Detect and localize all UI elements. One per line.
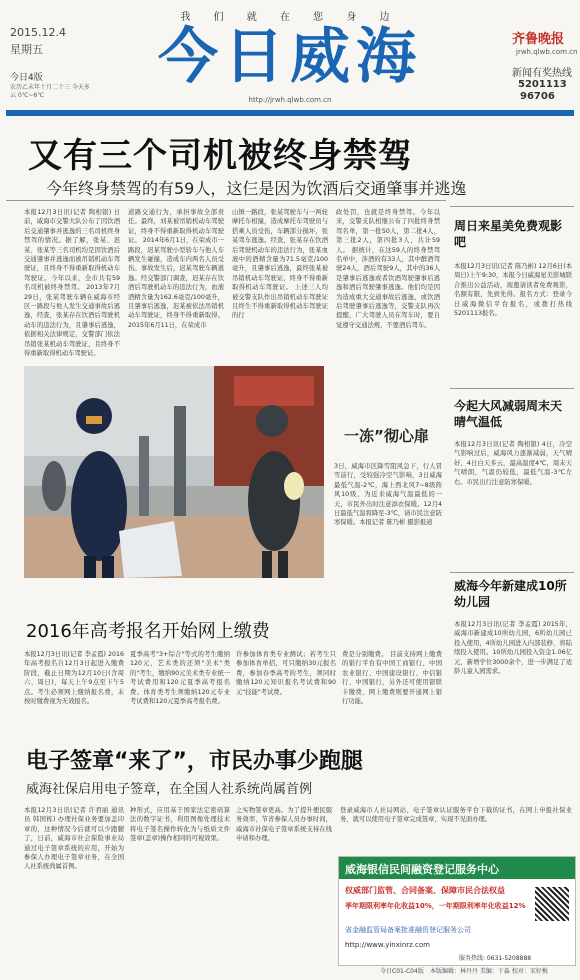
story2-column-4: 费是分别缴费。 目前支持网上缴费的银行平台有中国工商银行、中国农业银行、中国建设银行、中信银行、中国银行，另外还可使用银联卡缴费，网上缴费则要开通网上银行功能。 <box>342 651 442 706</box>
sidebar-rule-2 <box>450 388 574 389</box>
story2-column-1: 本报12月3日讯(记者 李孟霞) 2016年高考报名自12月3日起进入缴费阶段，截止日期为12月10日(含周六、周日)，每天上午9点至下午5点。考生必须网上缴纳报名费，未按时缴费视为无效报名。 <box>24 651 124 706</box>
issue-weekday: 星期五 <box>10 43 43 56</box>
lead-rule <box>6 200 446 201</box>
ad-phone: 服务热线: 0631-5208888 <box>459 955 532 962</box>
hotline-label: 新闻有奖热线 <box>512 68 572 79</box>
brand-logo: 齐鲁晚报 <box>512 32 565 47</box>
footer-edition: 今日C01-C04版 <box>380 968 424 975</box>
story3-column-3: 之实物签章更高。为了提升便民服务效率，节省参保人员办事时间，威海市社保电子签章系统支持在线申请和办理。 <box>236 807 332 843</box>
brand-url: jrwh.qlwb.com.cn <box>516 48 578 56</box>
sidebar-rule-1 <box>450 206 574 207</box>
snow-scene-image <box>24 366 324 578</box>
ad-url[interactable]: http://www.yinxinrz.com <box>345 941 430 949</box>
story3-column-4: 登录威海市人社局网站、电子签章认证服务平台下载的证书，在网上申报社保业务，就可以使用电子签章完成签章，实现不见面办理。 <box>340 807 572 824</box>
story2-column-3: 许参加体育类专业测试；若考生只参加体育单招，可只缴纳30元报名费，参加春季高考的考生，须同时缴纳120元知识报名考试费和90元"技能"考试费。 <box>236 651 336 696</box>
ad-line-1: 权威部门监管、合同备案、保障市民合法权益 <box>345 886 505 895</box>
lead-column-4: 政处罚，也就是终身禁驾。今年以来，交警支队相继公布了四批终身禁驾名单，第一批50人，第二批4人，第三批2人，第四批3人，共计59人。 据统计，在这59人的终身禁驾名单中，涉酒的有33人，其中醉酒驾驶24人，酒后驾驶9人，其中的36人是肇事后逃逸或者饮酒驾驶肇事后逃逸和酒后驾驶肇事逃逸。他们均是因为造成重大交通事故后逃逸，或饮酒后驾驶肇事后逃逸等，交警支队再次提醒，广大驾驶人员在驾车时，要自觉遵守交通法规，不要酒后驾车。 <box>336 209 440 329</box>
photo-story-caption: 3日，威海市区降雪阻风急下，行人冒雪前行，受较强冷空气影响，3日威海最低气温-2℃，海上西北风7~8级阵风10级，为近来威海气温最低的一天，市民外出时注意添衣保暖。12月4日最低气温将降至-3℃，请市民注意防寒保暖。本报记者 陈乃彬 摄影报道 <box>334 463 442 527</box>
lead-column-1: 本报12月3日讯(记者 陶相银) 日前，威海市交警大队公布了因饮酒后交通肇事并逃逸的三名司机终身禁驾的情况。据了解，张某、迟某、张某等三名司机均是因饮酒后交通肇事并逃逸而被吊销机动车驾驶证，且终身不得重新取得机动车驾驶证。今年以来，全市共有59名司机被终身禁驾。 2013年7月29日，张某驾驶车辆在威海市经区一路段与他人发生交通事故后逃逸，经查，张某存在饮酒后驾驶机动车的违法行为，且肇事后逃逸，依据相关法律规定，交警部门依法吊销张某机动车驾驶证，且终身不得重新取得机动车驾驶证。 <box>24 209 120 358</box>
story3-headline: 电子签章“来了”，市民办事少跑腿 <box>26 749 363 774</box>
story3-column-2: 种形式，应用基于国家法定密码算法的数字证书，利用图像处理技术将电子签名操作转化为与纸质文件签章(盖章)操作相同的可视效果。 <box>130 807 230 843</box>
story2-headline: 2016年高考报名开始网上缴费 <box>26 621 270 642</box>
sidebar-item1-title: 周日来星美免费观影吧 <box>454 219 563 249</box>
ad-line-3: 省金融监管局备案批准融资登记服务公司 <box>345 926 471 934</box>
lead-subhead: 今年终身禁驾的有59人，这仨是因为饮酒后交通肇事并逃逸 <box>46 179 467 198</box>
masthead-url: http://jrwh.qlwb.com.cn <box>248 96 332 104</box>
story3-subhead: 威海社保启用电子签章，在全国人社系统尚属首例 <box>26 782 313 797</box>
photo-story-title: 一冻”彻心扉 <box>344 427 429 445</box>
footer-credits: 本版编辑：林丹丹 美编：于淼 校对：宋好梅 <box>430 968 548 975</box>
sidebar-item2-title: 今起大风减弱周末天晴气温低 <box>454 399 563 429</box>
edition-count: 今日4版 <box>10 73 43 83</box>
masthead-rule <box>6 110 574 116</box>
sidebar-item2-body: 本报12月3日讯(记者 陶相银) 4日，冷空气影响过后，威海风力逐渐减弱，天气晴好，4日白天多云，最高温度4℃，周末天气晴朗，气温仍较低，最低气温-3℃左右。市民出行注意防寒保暖。 <box>454 441 572 486</box>
story3-column-1: 本报12月3日讯(记者 许君丽 通讯员 韩国栋) 办理社保业务要加盖印章的，这种情况今后就可以少跑腿了，日前，威海市社会保险事业局通过电子签章系统的应用，开始为参保人办理电子签章业务，在全国人社系统尚属首例。 <box>24 807 124 871</box>
lead-headline: 又有三个司机被终身禁驾 <box>28 136 413 176</box>
sidebar-item3-body: 本报12月3日讯(记者 李孟霞) 2015年，威海市新建成10所幼儿园，6所幼儿园已投入使用，4所幼儿园进入内部装修、将陆续投入使用。10所幼儿园投入资金1.06亿元，新增学位3000余个，进一步满足了适龄儿童入园需求。 <box>454 621 572 676</box>
issue-date: 2015.12.4 <box>10 26 66 39</box>
qr-code-icon <box>535 887 569 921</box>
ad-line-2: 季年期限利率年化收益10%，一年期限利率年化收益12% <box>345 902 526 910</box>
advertisement <box>338 856 576 966</box>
story2-column-2: 夏季高考"3+综合"等式的考生缴纳120元，艺术类的还须"美术"类的"考生，缴纳90元美术类专业统一考试费用和120元夏季高考报名费。体育类考生须缴纳120元专业考试费和120元夏季高考报名费。 <box>130 651 230 706</box>
lead-column-2: 道路交通行为，承担事故全部责任。最终，刘某被吊销机动车驾驶证，终身不得重新取得机动车驾驶证。 2014年6月1日，在荣成市一路段，迟某驾驶小型轿车与他人车辆发生碰撞，造成车内两名人员受伤。事故发生后，迟某驾驶车辆逃逸。经交警部门调查，迟某存在饮酒后驾驶机动车的违法行为，血液酒精含量为162.6毫克/100毫升，且肇事后逃逸，迟某被依法吊销机动车驾驶证，终身不得重新取得。 2015年6月11日，在荣成市 <box>128 209 224 329</box>
lead-column-3: 山镇一路段，张某驾驶车与一两轮摩托车相撞，造成摩托车驾驶员与搭乘人员受伤，车辆部分损坏，张某驾车逃逸。经查，张某存在饮酒后驾驶机动车的违法行为，张某血液中的酒精含量为71.5毫克/100毫升，且肇事后逃逸，最终张某被吊销机动车驾驶证，终身不得重新取得机动车驾驶证。 上述三人均被交警支队作出吊销机动车驾驶证且终生不得重新取得机动车驾驶证的行 <box>232 209 328 320</box>
hotline-number-1: 5201113 <box>518 79 567 90</box>
hotline-number-2: 96706 <box>520 91 555 102</box>
lunar-weather: 农历乙未年十月二十三 今天多云 0℃~6℃ <box>10 84 90 99</box>
sidebar-rule-3 <box>450 572 574 573</box>
sidebar-item1-body: 本报12月3日讯(记者 陈乃彬) 12月6日(本周日)上午9:30，本报今日威海星美影城联合推出公益活动，现邀请读者免费观影，名额有限，先到先得。报名方式：登录今日威海微信平台报名，或拨打热线5201113报名。 <box>454 263 572 318</box>
ad-header: 威海银信民间融资登记服务中心 <box>345 863 499 876</box>
masthead-tagline: 我 们 就 在 您 身 边 <box>180 12 400 23</box>
newspaper-masthead: 今日威海 <box>158 22 422 92</box>
sidebar-item3-title: 威海今年新建成10所幼儿园 <box>454 579 567 609</box>
snow-photo <box>24 366 324 578</box>
